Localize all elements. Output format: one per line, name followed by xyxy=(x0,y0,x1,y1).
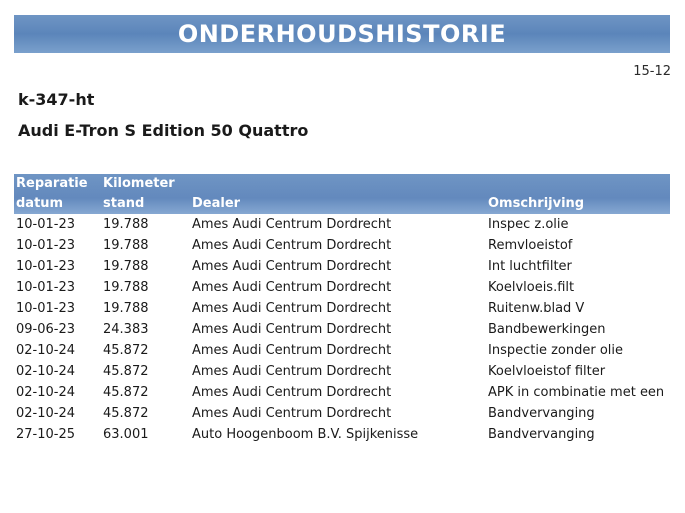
cell-dealer: Ames Audi Centrum Dordrecht xyxy=(192,406,392,421)
cell-description: Ruitenw.blad V xyxy=(488,301,585,316)
vehicle-model: Audi E-Tron S Edition 50 Quattro xyxy=(18,121,309,140)
cell-km: 45.872 xyxy=(103,364,149,379)
cell-dealer: Ames Audi Centrum Dordrecht xyxy=(192,280,392,295)
table-row xyxy=(14,214,670,235)
cell-date: 09-06-23 xyxy=(16,322,76,337)
table-header xyxy=(14,174,670,214)
table-row xyxy=(14,403,670,424)
cell-km: 45.872 xyxy=(103,343,149,358)
cell-km: 19.788 xyxy=(103,280,149,295)
table-body xyxy=(14,214,670,445)
table-row xyxy=(14,382,670,403)
cell-description: Int luchtfilter xyxy=(488,259,572,274)
cell-km: 19.788 xyxy=(103,301,149,316)
table-row xyxy=(14,277,670,298)
maintenance-table xyxy=(14,174,670,445)
cell-description: Inspec z.olie xyxy=(488,217,569,232)
cell-date: 10-01-23 xyxy=(16,259,76,274)
cell-dealer: Ames Audi Centrum Dordrecht xyxy=(192,343,392,358)
cell-dealer: Ames Audi Centrum Dordrecht xyxy=(192,238,392,253)
cell-description: Bandvervanging xyxy=(488,406,595,421)
header-km-line1: Kilometer xyxy=(103,176,175,191)
cell-date: 02-10-24 xyxy=(16,406,76,421)
cell-dealer: Auto Hoogenboom B.V. Spijkenisse xyxy=(192,427,419,442)
cell-km: 45.872 xyxy=(103,406,149,421)
header-dealer: Dealer xyxy=(192,196,241,211)
page-title: ONDERHOUDSHISTORIE xyxy=(177,20,507,48)
cell-date: 10-01-23 xyxy=(16,238,76,253)
table-row xyxy=(14,340,670,361)
license-plate: k-347-ht xyxy=(18,90,95,109)
cell-description: Bandvervanging xyxy=(488,427,595,442)
date-reference: 15-12 xyxy=(633,64,671,79)
cell-date: 02-10-24 xyxy=(16,385,76,400)
cell-km: 24.383 xyxy=(103,322,149,337)
cell-description: Remvloeistof xyxy=(488,238,573,253)
cell-description: Koelvloeistof filter xyxy=(488,364,606,379)
cell-description: Koelvloeis.filt xyxy=(488,280,575,295)
table-row xyxy=(14,298,670,319)
table-row xyxy=(14,235,670,256)
cell-dealer: Ames Audi Centrum Dordrecht xyxy=(192,301,392,316)
cell-description: Inspectie zonder olie xyxy=(488,343,624,358)
cell-dealer: Ames Audi Centrum Dordrecht xyxy=(192,385,392,400)
cell-km: 45.872 xyxy=(103,385,149,400)
cell-date: 02-10-24 xyxy=(16,364,76,379)
table-row xyxy=(14,256,670,277)
cell-date: 10-01-23 xyxy=(16,217,76,232)
cell-description: Bandbewerkingen xyxy=(488,322,606,337)
table-row xyxy=(14,319,670,340)
table-row xyxy=(14,361,670,382)
cell-dealer: Ames Audi Centrum Dordrecht xyxy=(192,322,392,337)
cell-date: 10-01-23 xyxy=(16,301,76,316)
header-description: Omschrijving xyxy=(488,196,585,211)
cell-dealer: Ames Audi Centrum Dordrecht xyxy=(192,364,392,379)
cell-dealer: Ames Audi Centrum Dordrecht xyxy=(192,217,392,232)
cell-date: 02-10-24 xyxy=(16,343,76,358)
title-banner xyxy=(14,15,670,53)
header-date-line2: datum xyxy=(16,196,64,211)
cell-km: 19.788 xyxy=(103,238,149,253)
cell-dealer: Ames Audi Centrum Dordrecht xyxy=(192,259,392,274)
header-km-line2: stand xyxy=(103,196,145,211)
cell-description: APK in combinatie met een xyxy=(488,385,665,400)
table-row xyxy=(14,424,670,445)
cell-km: 19.788 xyxy=(103,217,149,232)
cell-date: 10-01-23 xyxy=(16,280,76,295)
cell-date: 27-10-25 xyxy=(16,427,76,442)
header-date-line1: Reparatie xyxy=(16,176,88,191)
cell-km: 63.001 xyxy=(103,427,149,442)
cell-km: 19.788 xyxy=(103,259,149,274)
